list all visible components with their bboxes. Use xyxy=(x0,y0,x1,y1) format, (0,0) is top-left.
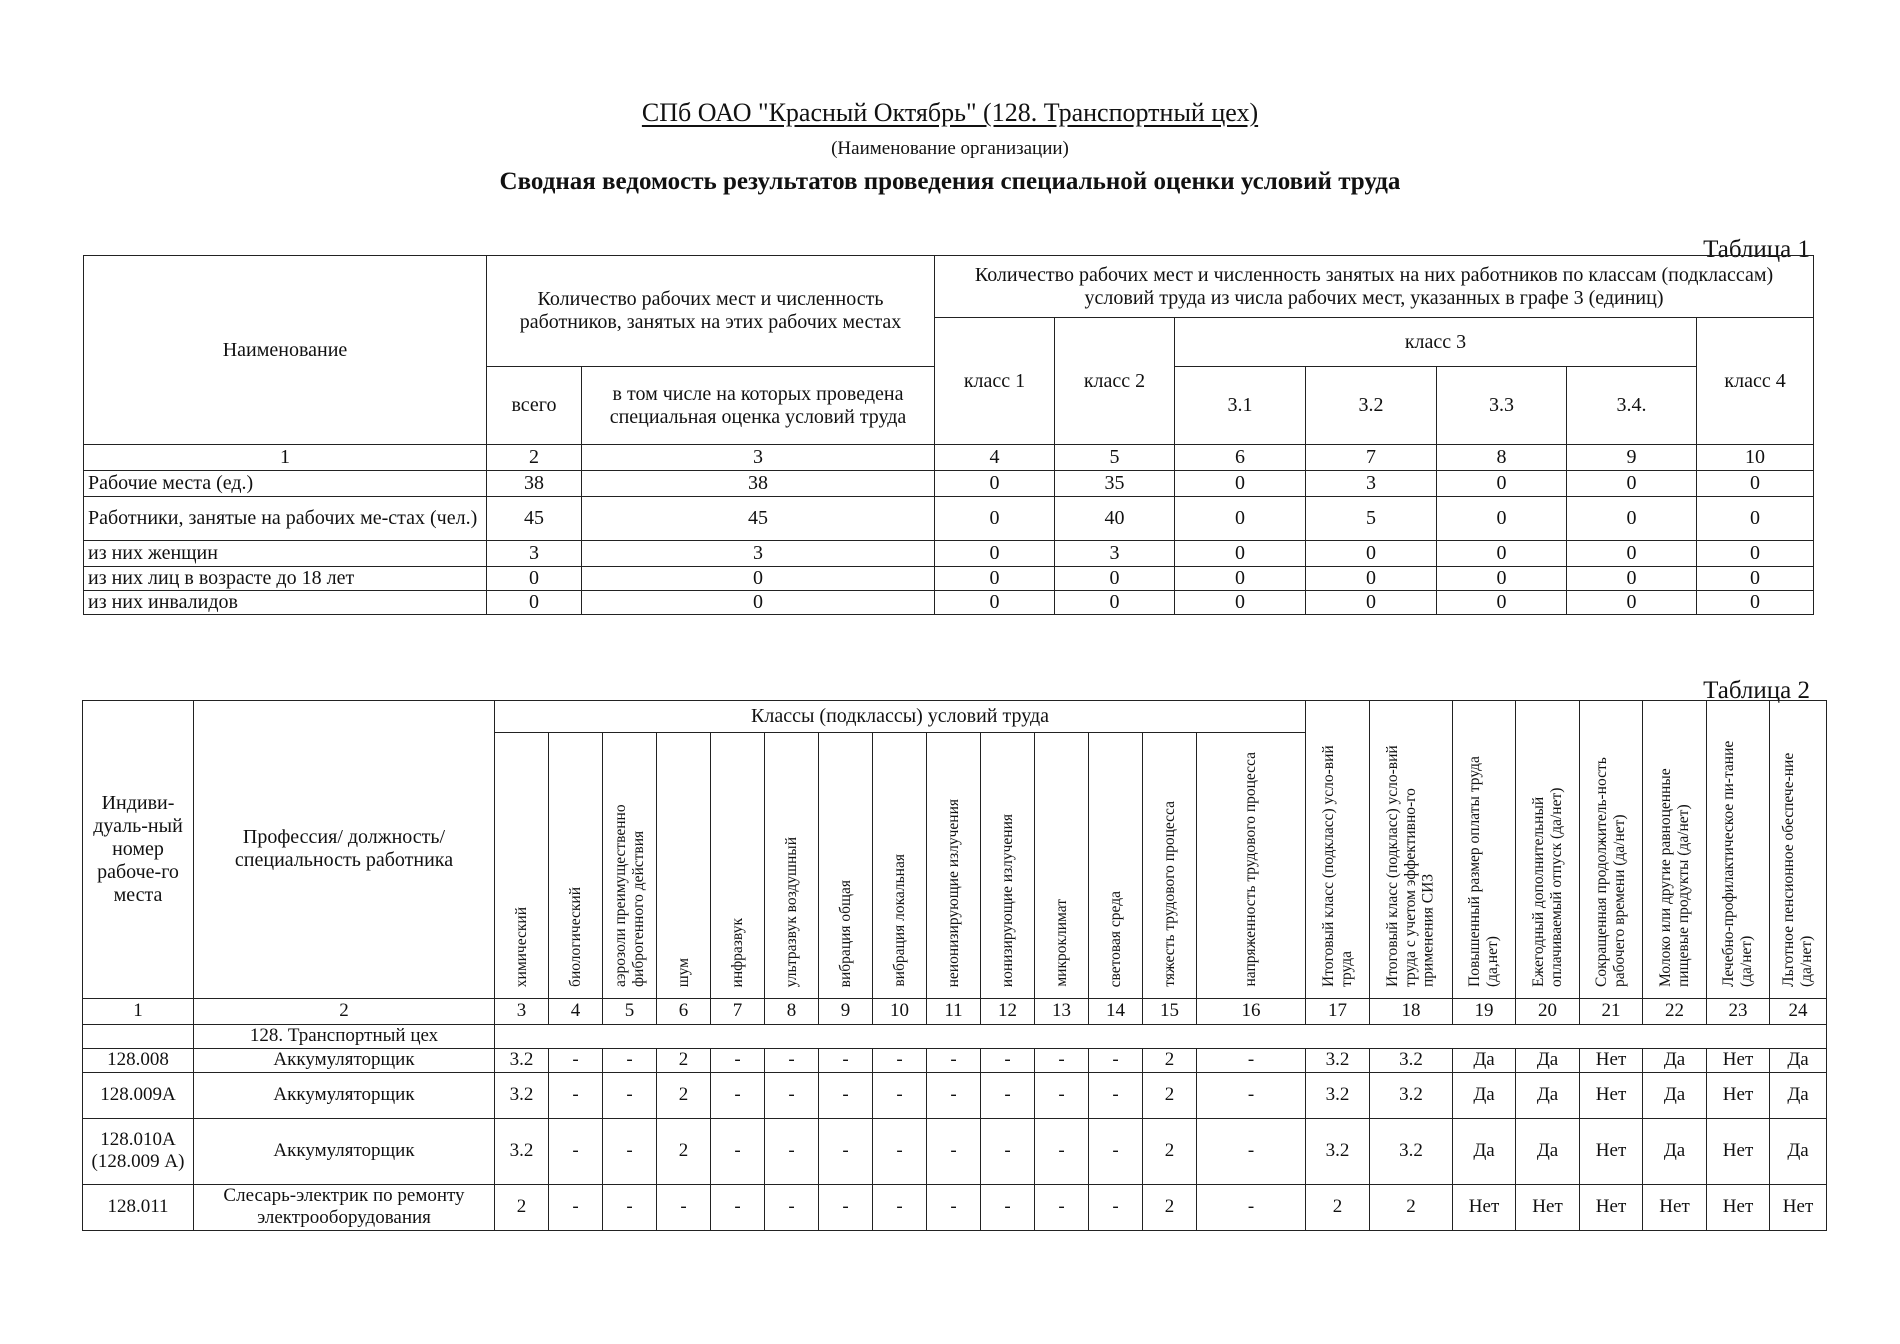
t2-row-id: 128.010А (128.009 А) xyxy=(83,1118,194,1184)
table2-caption: Таблица 2 xyxy=(1703,677,1810,704)
t1-cell: 3 xyxy=(1306,471,1437,497)
t1-cell: 38 xyxy=(582,471,935,497)
t2-cell: - xyxy=(1089,1184,1143,1230)
t1-cell: 0 xyxy=(1175,567,1306,591)
t2-header-factor xyxy=(549,733,603,999)
t2-cell: Да xyxy=(1516,1048,1580,1072)
t2-cell: 2 xyxy=(1370,1184,1453,1230)
table-row xyxy=(84,591,1814,615)
t1-row-name: Работники, занятые на рабочих ме-стах (чел.) xyxy=(84,497,487,541)
t2-cell: - xyxy=(873,1072,927,1118)
t2-header-extra xyxy=(1643,701,1707,999)
t1-cell: 0 xyxy=(935,567,1055,591)
table-row xyxy=(84,471,1814,497)
t1-cell: 45 xyxy=(487,497,582,541)
t2-cell: Нет xyxy=(1580,1184,1643,1230)
t2-cell: - xyxy=(1035,1072,1089,1118)
t2-header-factor-label: шум xyxy=(674,957,692,987)
t1-column-number: 3 xyxy=(582,445,935,471)
table-row xyxy=(83,1048,1827,1072)
t2-section-empty-rest xyxy=(495,1024,1827,1048)
t1-cell: 0 xyxy=(1697,567,1814,591)
organization-name: СПб ОАО "Красный Октябрь" (128. Транспортный цех) xyxy=(641,98,1259,127)
t2-header-factor xyxy=(1197,733,1306,999)
t2-cell: - xyxy=(927,1048,981,1072)
t1-cell: 0 xyxy=(1437,567,1567,591)
t2-column-number: 9 xyxy=(819,998,873,1024)
t2-column-numbers xyxy=(83,998,1827,1024)
t1-cell: 0 xyxy=(1697,471,1814,497)
t1-cell: 0 xyxy=(1567,471,1697,497)
t1-cell: 0 xyxy=(1175,471,1306,497)
t2-cell: Да xyxy=(1453,1072,1516,1118)
t1-cell: 0 xyxy=(1567,591,1697,615)
t2-cell: Нет xyxy=(1643,1184,1707,1230)
t2-column-number: 13 xyxy=(1035,998,1089,1024)
t1-cell: 0 xyxy=(935,471,1055,497)
t1-cell: 0 xyxy=(1175,591,1306,615)
t2-column-number: 23 xyxy=(1707,998,1770,1024)
table-row xyxy=(84,567,1814,591)
t1-cell: 0 xyxy=(582,567,935,591)
t2-cell: 2 xyxy=(657,1072,711,1118)
t1-header-class4: класс 4 xyxy=(1697,318,1814,445)
t2-column-number: 15 xyxy=(1143,998,1197,1024)
t1-cell: 0 xyxy=(1055,591,1175,615)
t2-row-profession: Аккумуляторщик xyxy=(194,1048,495,1072)
t2-column-number: 6 xyxy=(657,998,711,1024)
t2-cell: 3.2 xyxy=(1306,1072,1370,1118)
t2-cell: - xyxy=(711,1184,765,1230)
t2-cell: - xyxy=(549,1048,603,1072)
table-row xyxy=(83,1118,1827,1184)
t2-header-factor-label: вибрация общая xyxy=(836,879,854,987)
t2-row-id: 128.009А xyxy=(83,1072,194,1118)
t2-column-number: 4 xyxy=(549,998,603,1024)
t2-cell: 3.2 xyxy=(495,1118,549,1184)
t2-cell: 3.2 xyxy=(1370,1118,1453,1184)
t2-cell: - xyxy=(711,1118,765,1184)
t2-cell: - xyxy=(927,1118,981,1184)
t2-cell: - xyxy=(1197,1118,1306,1184)
t1-cell: 0 xyxy=(1437,497,1567,541)
t1-cell: 0 xyxy=(935,541,1055,567)
t2-cell: 3.2 xyxy=(1370,1048,1453,1072)
t2-cell: 3.2 xyxy=(1306,1118,1370,1184)
t2-header-factor-label: ионизирующие излучения xyxy=(998,813,1016,987)
t2-header-extra xyxy=(1370,701,1453,999)
t2-column-number: 7 xyxy=(711,998,765,1024)
t2-header-extra xyxy=(1580,701,1643,999)
t2-cell: Нет xyxy=(1770,1184,1827,1230)
t1-cell: 0 xyxy=(1567,567,1697,591)
t2-header-extra xyxy=(1707,701,1770,999)
t2-cell: - xyxy=(603,1118,657,1184)
t2-cell: Нет xyxy=(1516,1184,1580,1230)
t1-cell: 0 xyxy=(1697,541,1814,567)
t1-cell: 0 xyxy=(1306,567,1437,591)
t1-header-name: Наименование xyxy=(84,256,487,445)
t2-cell: - xyxy=(981,1048,1035,1072)
t2-row-profession: Аккумуляторщик xyxy=(194,1072,495,1118)
t2-header-factor-label: световая среда xyxy=(1106,890,1124,987)
t2-row-profession: Слесарь-электрик по ремонту электрооборудования xyxy=(194,1184,495,1230)
t1-header-total: всего xyxy=(487,367,582,445)
t2-cell: - xyxy=(819,1184,873,1230)
t2-header-id: Индиви-дуаль-ный номер рабоче-го места xyxy=(83,701,194,999)
t2-cell: - xyxy=(765,1118,819,1184)
t2-section-empty-id xyxy=(83,1024,194,1048)
t2-header-factor-label: неионизирующие излучения xyxy=(944,798,962,987)
t1-cell: 3 xyxy=(1055,541,1175,567)
t2-cell: Нет xyxy=(1707,1048,1770,1072)
t1-column-numbers xyxy=(84,445,1814,471)
t2-cell: - xyxy=(765,1072,819,1118)
t2-cell: Да xyxy=(1770,1048,1827,1072)
t1-cell: 5 xyxy=(1306,497,1437,541)
t2-cell: 2 xyxy=(1143,1184,1197,1230)
t2-header-factor xyxy=(657,733,711,999)
t2-header-factor xyxy=(981,733,1035,999)
t1-cell: 40 xyxy=(1055,497,1175,541)
t1-column-number: 7 xyxy=(1306,445,1437,471)
t1-header-classes-group: Количество рабочих мест и численность занятых на них работников по классам (подклассам) условий труда из числа рабочих мест, указанных в графе 3 (единиц) xyxy=(935,256,1814,318)
t1-cell: 0 xyxy=(1306,541,1437,567)
t2-cell: - xyxy=(603,1048,657,1072)
t2-cell: - xyxy=(549,1184,603,1230)
t1-cell: 0 xyxy=(1175,541,1306,567)
t2-cell: Да xyxy=(1516,1118,1580,1184)
t2-header-factor xyxy=(495,733,549,999)
t2-cell: - xyxy=(1197,1184,1306,1230)
t2-header-factor-label: напряженность трудового процесса xyxy=(1242,752,1260,987)
table-row xyxy=(83,1184,1827,1230)
t2-cell: - xyxy=(981,1118,1035,1184)
t2-cell: - xyxy=(1035,1184,1089,1230)
t2-cell: - xyxy=(549,1118,603,1184)
t2-cell: 3.2 xyxy=(1306,1048,1370,1072)
t1-cell: 3 xyxy=(582,541,935,567)
t2-cell: 2 xyxy=(1143,1072,1197,1118)
t1-cell: 38 xyxy=(487,471,582,497)
t2-cell: - xyxy=(603,1072,657,1118)
t1-cell: 0 xyxy=(1567,541,1697,567)
t1-header-class3: класс 3 xyxy=(1175,318,1697,367)
t2-cell: - xyxy=(1035,1118,1089,1184)
t2-header-factor xyxy=(1089,733,1143,999)
t1-header-class1: класс 1 xyxy=(935,318,1055,445)
t2-header-factor-label: ультразвук воздушный xyxy=(782,836,800,987)
t1-row-name: из них женщин xyxy=(84,541,487,567)
t2-cell: Нет xyxy=(1707,1072,1770,1118)
t2-cell: - xyxy=(765,1048,819,1072)
t2-cell: Да xyxy=(1453,1118,1516,1184)
t2-column-number: 3 xyxy=(495,998,549,1024)
t2-cell: Да xyxy=(1770,1072,1827,1118)
t1-cell: 0 xyxy=(1175,497,1306,541)
t2-header-factor-label: тяжесть трудового процесса xyxy=(1160,801,1178,987)
t2-row-profession: Аккумуляторщик xyxy=(194,1118,495,1184)
t2-column-number: 20 xyxy=(1516,998,1580,1024)
t1-header-sub-3-2: 3.2 xyxy=(1306,367,1437,445)
t2-cell: - xyxy=(1089,1048,1143,1072)
t2-column-number: 24 xyxy=(1770,998,1827,1024)
t2-header-factor-label: вибрация локальная xyxy=(890,854,908,987)
t2-cell: - xyxy=(1035,1048,1089,1072)
t2-column-number: 22 xyxy=(1643,998,1707,1024)
t2-cell: - xyxy=(549,1072,603,1118)
t2-cell: - xyxy=(711,1072,765,1118)
t1-cell: 0 xyxy=(487,591,582,615)
t2-header-extra-label: Ежегодный дополнительный оплачиваемый отпуск (да/нет) xyxy=(1529,787,1565,987)
t1-header-count-group: Количество рабочих мест и численность работников, занятых на этих рабочих местах xyxy=(487,256,935,367)
t2-cell: 2 xyxy=(1143,1118,1197,1184)
t2-cell: Нет xyxy=(1707,1184,1770,1230)
t2-header-factor xyxy=(927,733,981,999)
t2-cell: Да xyxy=(1643,1048,1707,1072)
t1-header-sub-3-1: 3.1 xyxy=(1175,367,1306,445)
t2-cell: - xyxy=(1089,1072,1143,1118)
t2-column-number: 5 xyxy=(603,998,657,1024)
t2-cell: - xyxy=(819,1048,873,1072)
t2-column-number: 12 xyxy=(981,998,1035,1024)
t2-header-extra-label: Лечебно-профилактическое пи-тание (да/нет) xyxy=(1720,740,1756,987)
t2-cell: - xyxy=(603,1184,657,1230)
t2-header-extra-label: Итоговый класс (подкласс) усло-вий труда xyxy=(1319,745,1355,987)
table-row xyxy=(84,541,1814,567)
t2-column-number: 11 xyxy=(927,998,981,1024)
t2-cell: - xyxy=(981,1184,1035,1230)
t1-cell: 0 xyxy=(582,591,935,615)
t2-header-factor xyxy=(765,733,819,999)
t2-header-extra-label: Повышенный размер оплаты труда (да,нет) xyxy=(1466,756,1502,987)
t2-header-extra xyxy=(1306,701,1370,999)
t2-header-profession: Профессия/ должность/ специальность работника xyxy=(194,701,495,999)
t2-header-factor xyxy=(603,733,657,999)
t2-header-extra-label: Итоговый класс (подкласс) усло-вий труда с учетом эффективно-го применения СИЗ xyxy=(1384,745,1437,987)
t1-cell: 0 xyxy=(1567,497,1697,541)
t2-cell: 3.2 xyxy=(495,1072,549,1118)
t2-header-factor xyxy=(711,733,765,999)
t1-cell: 0 xyxy=(935,497,1055,541)
t2-cell: - xyxy=(657,1184,711,1230)
t2-cell: - xyxy=(873,1184,927,1230)
table-row xyxy=(83,1072,1827,1118)
t2-header-factor xyxy=(1143,733,1197,999)
table2 xyxy=(82,700,1827,1231)
t1-cell: 35 xyxy=(1055,471,1175,497)
t2-cell: Нет xyxy=(1580,1072,1643,1118)
t1-header-assessed: в том числе на которых проведена специальная оценка условий труда xyxy=(582,367,935,445)
t1-cell: 0 xyxy=(1437,471,1567,497)
t2-cell: - xyxy=(873,1118,927,1184)
table1-caption: Таблица 1 xyxy=(1703,236,1810,263)
t2-header-extra-label: Льготное пенсионное обеспече-ние (да/нет) xyxy=(1780,752,1816,987)
table-row xyxy=(84,497,1814,541)
t2-cell: Да xyxy=(1770,1118,1827,1184)
t1-header-sub-3-3: 3.3 xyxy=(1437,367,1567,445)
t2-column-number: 19 xyxy=(1453,998,1516,1024)
t2-cell: - xyxy=(1197,1048,1306,1072)
t2-cell: 2 xyxy=(657,1118,711,1184)
t1-cell: 3 xyxy=(487,541,582,567)
t1-header-class2: класс 2 xyxy=(1055,318,1175,445)
t2-column-number: 10 xyxy=(873,998,927,1024)
t1-column-number: 1 xyxy=(84,445,487,471)
t2-header-factor xyxy=(819,733,873,999)
t1-row-name: Рабочие места (ед.) xyxy=(84,471,487,497)
t2-cell: - xyxy=(711,1048,765,1072)
t2-cell: Да xyxy=(1643,1072,1707,1118)
t1-row-name: из них лиц в возрасте до 18 лет xyxy=(84,567,487,591)
t1-header-sub-3-4: 3.4. xyxy=(1567,367,1697,445)
t2-section-row xyxy=(83,1024,1827,1048)
t2-header-factor-label: аэрозоли преимущественно фиброгенного действия xyxy=(611,804,647,987)
t1-column-number: 10 xyxy=(1697,445,1814,471)
t2-cell: - xyxy=(927,1072,981,1118)
t2-cell: - xyxy=(819,1118,873,1184)
t2-cell: Да xyxy=(1453,1048,1516,1072)
t2-header-factor-label: химический xyxy=(512,906,530,987)
t2-cell: Нет xyxy=(1580,1048,1643,1072)
t1-column-number: 2 xyxy=(487,445,582,471)
t2-cell: Нет xyxy=(1580,1118,1643,1184)
t1-column-number: 6 xyxy=(1175,445,1306,471)
t2-cell: - xyxy=(765,1184,819,1230)
t1-cell: 0 xyxy=(1055,567,1175,591)
t2-column-number: 8 xyxy=(765,998,819,1024)
t2-row-id: 128.008 xyxy=(83,1048,194,1072)
t2-column-number: 14 xyxy=(1089,998,1143,1024)
t1-cell: 0 xyxy=(935,591,1055,615)
t2-header-factor xyxy=(1035,733,1089,999)
t1-cell: 45 xyxy=(582,497,935,541)
table1 xyxy=(83,255,1814,615)
t2-column-number: 17 xyxy=(1306,998,1370,1024)
t1-column-number: 5 xyxy=(1055,445,1175,471)
t2-column-number: 2 xyxy=(194,998,495,1024)
t2-cell: - xyxy=(1089,1118,1143,1184)
t2-cell: Да xyxy=(1516,1072,1580,1118)
t2-header-factor xyxy=(873,733,927,999)
t1-row-name: из них инвалидов xyxy=(84,591,487,615)
t2-section-name: 128. Транспортный цех xyxy=(194,1024,495,1048)
t2-cell: 2 xyxy=(495,1184,549,1230)
t2-header-extra xyxy=(1453,701,1516,999)
t2-header-classes-group: Классы (подклассы) условий труда xyxy=(495,701,1306,733)
t2-cell: Нет xyxy=(1453,1184,1516,1230)
t2-cell: Нет xyxy=(1707,1118,1770,1184)
t1-cell: 0 xyxy=(1437,591,1567,615)
t2-cell: 3.2 xyxy=(1370,1072,1453,1118)
t2-header-extra-label: Сокращенная продолжитель-ность рабочего времени (да/нет) xyxy=(1593,757,1629,987)
t2-column-number: 1 xyxy=(83,998,194,1024)
t2-row-id: 128.011 xyxy=(83,1184,194,1230)
t1-cell: 0 xyxy=(1306,591,1437,615)
t1-cell: 0 xyxy=(1697,497,1814,541)
t1-column-number: 4 xyxy=(935,445,1055,471)
t2-cell: - xyxy=(1197,1072,1306,1118)
t2-cell: - xyxy=(981,1072,1035,1118)
t2-cell: Да xyxy=(1643,1118,1707,1184)
t2-cell: 2 xyxy=(657,1048,711,1072)
t2-cell: 2 xyxy=(1143,1048,1197,1072)
t2-cell: - xyxy=(819,1072,873,1118)
t2-cell: - xyxy=(927,1184,981,1230)
t1-cell: 0 xyxy=(1697,591,1814,615)
t2-header-factor-label: биологический xyxy=(566,887,584,987)
t2-column-number: 18 xyxy=(1370,998,1453,1024)
t2-column-number: 16 xyxy=(1197,998,1306,1024)
t1-cell: 0 xyxy=(1437,541,1567,567)
t2-header-factor-label: микроклимат xyxy=(1052,899,1070,987)
t1-column-number: 8 xyxy=(1437,445,1567,471)
document-title: Сводная ведомость результатов проведения специальной оценки условий труда xyxy=(499,168,1401,195)
t2-header-extra xyxy=(1516,701,1580,999)
t2-header-factor-label: инфразвук xyxy=(728,917,746,987)
t2-cell: - xyxy=(873,1048,927,1072)
t1-column-number: 9 xyxy=(1567,445,1697,471)
t2-header-extra-label: Молоко или другие равноценные пищевые продукты (да/нет) xyxy=(1656,768,1692,987)
t2-cell: 3.2 xyxy=(495,1048,549,1072)
t2-cell: 2 xyxy=(1306,1184,1370,1230)
t1-cell: 0 xyxy=(487,567,582,591)
organization-caption: (Наименование организации) xyxy=(831,138,1069,159)
t2-header-extra xyxy=(1770,701,1827,999)
t2-column-number: 21 xyxy=(1580,998,1643,1024)
